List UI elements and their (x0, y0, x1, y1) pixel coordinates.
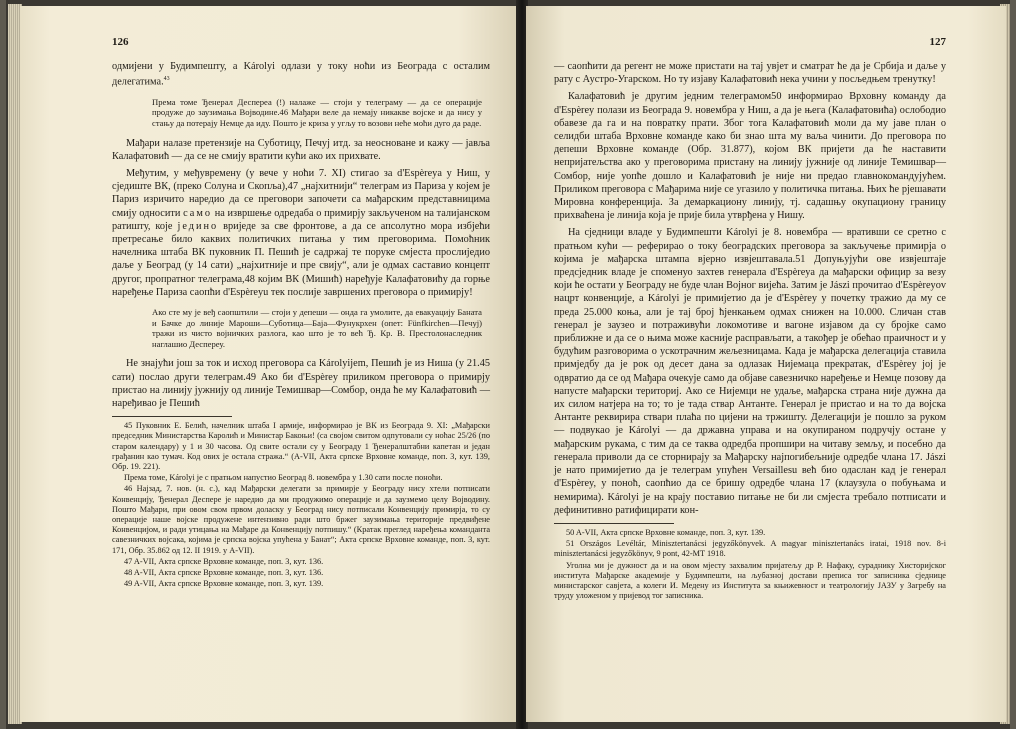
paragraph-1: — саопћити да регент не може пристати на тај увјет и сматрат ће да је Србија и даље у рату с Аустро-Угарском. Но ту изјаву Калафатовић нека учини у посљедњем тренутку! (554, 61, 946, 86)
paragraph-2-part-b: на извршење одредаба о примирју закљученом на талијанском ратишту, које (112, 207, 491, 232)
footnote-ref-43: 43 (163, 76, 170, 83)
opening-paragraph (112, 60, 490, 89)
footnote: 49 A-VII, Акта српске Врховне команде, поп. 3, кут. 139. (124, 579, 324, 589)
footnote: 47 A-VII, Акта српске Врховне команде, поп. 3, кут. 136. (124, 556, 324, 566)
block-quote-2: Ако сте му је веђ саопштили — стоји у депеши — онда га умолите, да евакуацију Баната и Бачке до линије Мароши—Суботица—Баја—Фунукрхен (опет: Fünfkirchen—Печуј) тражи из чисто војничких разлога, као што је то већ Ђ. Кр. В. Престолонаследник наглашио Деспереу. (152, 307, 482, 349)
footnotes-right (554, 528, 946, 601)
paragraph-3: Не знајући још за ток и исход преговора са Károlyijem, Пешић је из Ниша (у 21.45 сати) послао други телеграм.49 Ако би d'Espèrey приликом преговора о примирју пристао на линију јужнију од линије Темишвар—Сомбор, онда ће му Калафатовић — наређивао је Пешић (112, 358, 490, 410)
emphasis-samo: само (183, 207, 213, 219)
opening-text: одмијени у Будимпешту, а Károlyi одлази у току ноћи из Београда с осталим делегатима. (112, 61, 490, 88)
emphasis-jedino: једино (177, 220, 219, 232)
footnote: 48 A-VII, Акта српске Врховне команде, поп. 3, кут. 136. (124, 568, 324, 578)
page-number-right: 127 (929, 36, 946, 48)
paragraph-2-part-a: Међутим, у међувремену (у вече у ноћи 7. XI) стигао за d'Espèreya у Ниш, у сједиште ВК, (преко Солуна и Скопља),47 „најхитнији“ телеграм из Париза у којем је Париз изричито наредио да се преговори започети са мађарским представницима смију односити (112, 168, 490, 219)
left-page (20, 6, 518, 722)
footnote: 46 Најзад, 7. нов. (н. с.), кад Мађарски делегати за примирје у Београду нису хтели потписати Конвенцију, Ђенерал Деспере је наредио да ми продужимо операције и да заузмемо целу Војводину. Пошто Мађари, при овом свом првом доласку у Београд нису потписали Конвенцију примирја, то су операције наше војске продужене интензивно ради што бржег заузимања територије предвиђене Конвенцијом, и ради утицања на Мађаре да Конвенцију потпишу.“ (Кратак преглед наређења команданта савезничких војсака, којима је српска војска упућена у Банат“; Акта српске Врховне команде, поп. 3, кут. 171, Обр. 35.862 од 12. II 1919. у A-VII). (112, 484, 490, 555)
paragraph-2: Калафатовић је другим једним телеграмом50 информирао Врховну команду да d'Espèrey полази из Београда 9. новембра у Ниш, а да је њега (Калафатовића) ослободио обавезе да га и на повратку прати. Због тога Калафатовић моли да му јаве план о селидби штаба Врховне команде како би знао шта му ваља чинити. До преговора по депеши Врховне команде (Обр. 31.877), којом ВК пријети да ће наставити непријатељства ако у преговорима пристану на линију јужније од линије Темишвар—Сомбор, није уопће дошло и Калафатовић је није ни предао главнокомандујућем. Приликом преговора с Мађарима није се угазило у политичка питања. Њих ће рјешавати Мировна конференција. За демаркациону линију, тј. садашњу окупациону границу прихваћена је линија која је прије била утврђена у Нишу. (554, 91, 946, 222)
paragraph-2 (112, 167, 490, 299)
footnote: Према томе, Károlyi је с пратњом напустио Београд 8. новембра у 1.30 сати после поноћи. (124, 473, 443, 483)
footnote-divider (554, 523, 674, 524)
open-book (6, 0, 1010, 729)
paragraph-2-part-c: вриједе за све фронтове, а да се апсолутно мора избјећи претресање било каквих политичких питања у тим преговорима. Помоћник начелника штаба ВК пуковник П. Пешић је садржај те поруке смјеста прослиједио даље у Београд (у 14 сати) „најхитније и пре свију“, али је одмах саставио концепт другог, пропратног телеграма,48 којим ВК (Мишић) наређује Калафатовићу да горње наређење Париза саопћи d'Espèreyu тек послије завршених преговора о примирју! (112, 220, 490, 298)
right-page (526, 6, 1006, 722)
footnote: 45 Пуковник Е. Белић, начелник штаба I армије, информирао је ВК из Београда 9. XI: „Мађарски председник Министарства Каролић и Министар Бакоњи! (са својом свитом одпутовали су ноћас 25/26 (по старом календару) у 1 и 30 часова. Од свите остали су у Београду 1 Ђенералштабни капетан и један грађанин као тумач. Код ових је остала стража.“ (A-VII, Акта српске Врховне команде, поп. 3, кут. 139, Обр. 19. 221). (112, 421, 490, 472)
page-number-left: 126 (112, 36, 129, 48)
block-quote-1: Према томе Ђенерал Деспереа (!) налаже — стоји у телеграму — да се операције продуже до заузимања Војводине.46 Мађари веле да немају никакве војске и да нису у стању да потерају Немце да иду. Пошто је криза у угљу то возови неће моћи дуго да раде. (152, 96, 482, 129)
footnotes-left (112, 421, 490, 589)
footnote-divider (112, 416, 232, 417)
paragraph-3: На сједници владе у Будимпешти Károlyi је 8. новембра — вративши се сретно с пратњом кући — реферирао о току београдских преговора за закључење примирја о којима је мађарска штампа вјерно извјештавала.51 Допуњујући ове извјештаје предсједник владе је споменуо захтев генерала d'Espèreya да мађарски официр за везу који ће остати у Београду не буде члан Војног вијећа. Затим је Jászi прочитао d'Espèreyov нацрт конвенције, а Károlyi је примијетио да је d'Espèrey у почетку тражио да му се преда 25.000 коња, али је тај број ћјенкањем одмах снижен на 10.000. Сличан став генерал је заузео и потраживући локомотиве и вагоне изјавом да су бројке само приближне и да се о њима може касније расправљати, а такођер је обећао праичност и у будућим разговорима о ускотрачним жељезницама. Када је мађарска делегација ставила примједбу да је рок од десет дана за одлазак Нијемаца прекратак, d'Espèrey јој је одвратио да се од Мађара очекује само да објаве савезничко наређење и Немце позову да напусте мађарски териториј. Ако се Нијемци не удаље, мађарска страна није дужна да их силом натјера на то; то је тада ствар Антанте. Генерал је пристао и на то да војска Антанте реквирира ствари плаћа по цијени на тржишту. Делегацији је пошло за руком — подвукао је Károlyi — да државна управа и на окупираном подручју остане у мађарским рукама, с тим да се таква одредба пропшири на читаву земљу, и посебно да генерала приволи да се сторнирају за Мађарску најпогибељније одредбе члана 17. Jászi је нато примијетио да је телеграм упућен Versaillesu већ био одаслан кад је генерал d'Espèrey, у поноћ, саопћио да се бришу одредбе члана 17 (клаузула о побуњама и немирима). Károlyi је на крају поставио питање не би ли смјеста требало потписати и дефинитивно ратифицирати кон- (554, 227, 946, 516)
footnote: 50 A-VII, Акта српске Врховне команде, поп. 3, кут. 139. (566, 527, 766, 537)
footnote: 51 Országos Levéltár, Minisztertanácsi jegyzőkönyvek. A magyar minisztertanács iratai, 1918 nov. 8-i minisztertanácsi jegyzőkönyv, 9 pont, 42-MT 1918. (554, 539, 946, 559)
paragraph-1: Мађари налазе претензије на Суботицу, Печуј итд. за неосноване и кажу — јавља Калафатовић — да се не смију вратити кући ако их прихвате. (112, 137, 490, 162)
footnote: Уголна ми је дужност да и на овом мјесту захвалим пријатељу др Р. Нафаку, сураднику Хисторијског института Мађарске академије у Будимпешти, на љубазној достави преписа тог записника сједнице министарског савјета, а колеги И. Медену из Института за књижевност и театрологију ЈАЗУ у Загребу на труду уложеном у пријевод тог записника. (554, 560, 946, 601)
